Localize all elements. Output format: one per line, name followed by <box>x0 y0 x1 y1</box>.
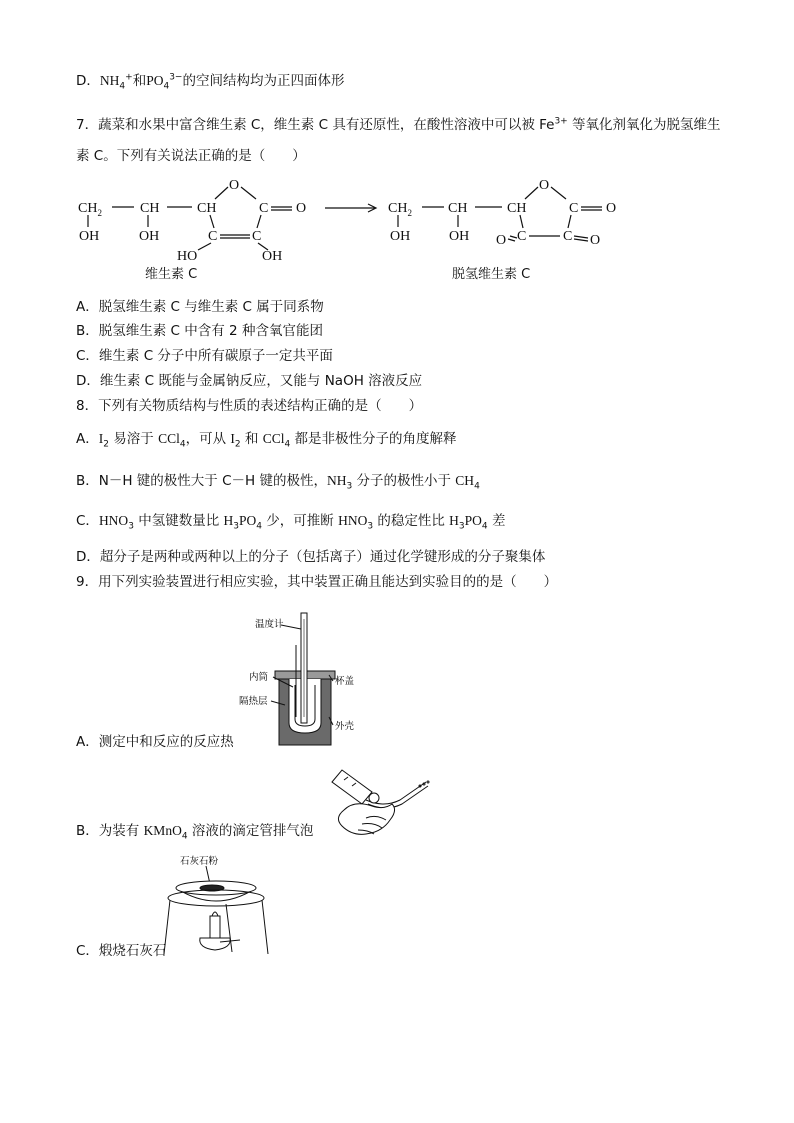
left-carbonyl-o: O <box>296 201 307 216</box>
label-inner-cup: 内筒 <box>249 672 269 683</box>
left-oh1: OH <box>79 229 100 244</box>
q7-stem-line1: 7．蔬菜和水果中富含维生素 C，维生素 C 具有还原性，在酸性溶液中可以被 $Fe^{3+}$ 等氧化剂氧化为脱氢维生 <box>76 116 721 133</box>
right-carbonyl-o: O <box>606 201 617 216</box>
label-thermometer: 温度计 <box>255 619 284 630</box>
burette-bubble-diagram <box>322 764 434 844</box>
right-c-keto1: C <box>517 229 527 244</box>
q9-stem: 9．用下列实验装置进行相应实验，其中装置正确且能达到实验目的的是（ ） <box>76 574 558 590</box>
q8-option-d: D．超分子是两种或两种以上的分子（包括离子）通过化学键形成的分子聚集体 <box>76 549 546 565</box>
q7-option-b: B．脱氢维生素 C 中含有 2 种含氧官能团 <box>76 323 323 339</box>
left-ch2: $CH_2$ <box>78 201 102 218</box>
label-insulation: 隔热层 <box>239 696 268 707</box>
right-oh1: OH <box>390 229 411 244</box>
vitamin-c-reaction-diagram <box>70 172 630 284</box>
left-ch-ring: CH <box>197 201 217 216</box>
right-oh2: OH <box>449 229 470 244</box>
right-ch2: $CH_2$ <box>388 201 412 218</box>
left-ch1: CH <box>140 201 160 216</box>
q9-option-b: B．为装有 KMnO$_4$ 溶液的滴定管排气泡 <box>76 823 314 842</box>
right-ring-o: O <box>539 178 550 193</box>
right-c-keto2: C <box>563 229 573 244</box>
q9-option-a: A．测定中和反应的反应热 <box>76 734 234 750</box>
label-lid: 杯盖 <box>335 676 355 687</box>
left-c-enol1: C <box>208 229 218 244</box>
q7-option-a: A．脱氢维生素 C 与维生素 C 属于同系物 <box>76 299 324 315</box>
right-keto-o1: O <box>496 233 507 248</box>
label-limestone-powder: 石灰石粉 <box>180 856 219 867</box>
left-ring-o: O <box>229 178 240 193</box>
q6-option-d: D．$NH_4^+$和$PO_4^{3-}$的空间结构均为正四面体形 <box>76 72 345 92</box>
right-keto-o2: O <box>590 233 601 248</box>
reaction-arrow <box>325 204 376 212</box>
left-oh3: OH <box>262 249 283 264</box>
q8-stem: 8．下列有关物质结构与性质的表述结构正确的是（ ） <box>76 398 423 414</box>
left-ho: HO <box>177 249 198 264</box>
left-c-carbonyl: C <box>259 201 269 216</box>
left-c-enol2: C <box>252 229 262 244</box>
right-c-carbonyl: C <box>569 201 579 216</box>
label-dehydro-vitamin-c: 脱氢维生素 C <box>452 267 531 282</box>
q7-stem-line2: 素 C。下列有关说法正确的是（ ） <box>76 148 306 164</box>
calorimeter-diagram <box>225 605 365 747</box>
q8-option-c: C．$HNO_3$ 中氢键数量比 $H_3PO_4$ 少，可推断 $HNO_3$ 的稳定性比 $H_3PO_4$ 差 <box>76 513 506 532</box>
right-ch1: CH <box>448 201 468 216</box>
q9-option-c: C．煅烧石灰石 <box>76 943 167 959</box>
right-ch-ring: CH <box>507 201 527 216</box>
q8-option-b: B．N－H 键的极性大于 C－H 键的极性，$NH_3$ 分子的极性小于 $CH_4$ <box>76 473 480 492</box>
calcination-diagram <box>162 852 272 960</box>
q7-option-c: C．维生素 C 分子中所有碳原子一定共平面 <box>76 348 333 364</box>
q7-option-d: D．维生素 C 既能与金属钠反应，又能与 NaOH 溶液反应 <box>76 373 423 389</box>
q8-option-a: A．$I_2$ 易溶于 CCl$_4$，可从 $I_2$ 和 CCl$_4$ 都是非极性分子的角度解释 <box>76 431 457 450</box>
left-oh2: OH <box>139 229 160 244</box>
label-vitamin-c: 维生素 C <box>145 267 198 282</box>
label-shell: 外壳 <box>335 721 355 732</box>
